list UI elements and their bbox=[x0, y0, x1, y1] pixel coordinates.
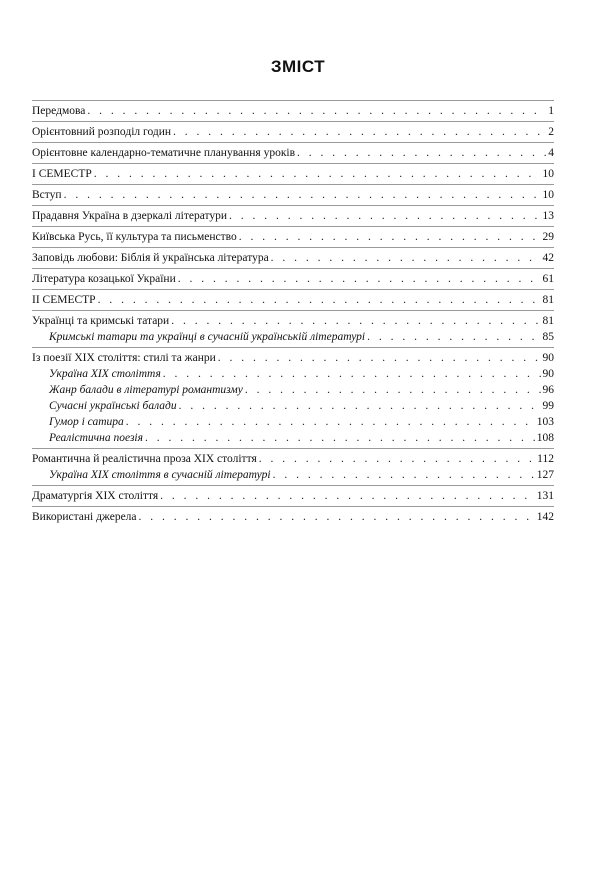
toc-subentry[interactable] bbox=[32, 414, 554, 430]
toc-entry-label: Заповідь любови: Біблія й українська література bbox=[32, 252, 269, 264]
toc-entry-page: 127 bbox=[536, 469, 554, 481]
toc-entry-page: 42 bbox=[542, 252, 554, 264]
divider bbox=[32, 347, 554, 348]
divider bbox=[32, 289, 554, 290]
leader-dots bbox=[98, 292, 541, 308]
toc-entry[interactable] bbox=[32, 250, 554, 266]
divider bbox=[32, 485, 554, 486]
toc-entry[interactable] bbox=[32, 145, 554, 161]
toc-entry[interactable] bbox=[32, 229, 554, 245]
divider bbox=[32, 448, 554, 449]
toc-subentry[interactable] bbox=[32, 430, 554, 446]
toc-entry-page: 131 bbox=[536, 490, 554, 502]
leader-dots bbox=[239, 229, 541, 245]
toc-entry-label: Київська Русь, її культура та письменство bbox=[32, 231, 237, 243]
divider bbox=[32, 205, 554, 206]
toc-entry-label: Орієнтовний розподіл годин bbox=[32, 126, 172, 138]
leader-dots bbox=[179, 398, 541, 414]
toc-entry-label: Кримські татари та українці в сучасній українській літературі bbox=[49, 331, 366, 343]
toc-entry-label: ІІ СЕМЕСТР bbox=[32, 294, 96, 306]
page-title: ЗМІСТ bbox=[270, 57, 326, 76]
table-of-contents bbox=[32, 98, 554, 525]
toc-entry-label: Драматургія ХІХ століття bbox=[32, 490, 159, 502]
leader-dots bbox=[218, 350, 541, 366]
leader-dots bbox=[173, 124, 546, 140]
toc-entry-page: 103 bbox=[536, 416, 554, 428]
toc-entry[interactable] bbox=[32, 208, 554, 224]
toc-entry-label: Жанр балади в літературі романтизму bbox=[49, 384, 243, 396]
leader-dots bbox=[145, 430, 535, 446]
toc-subentry[interactable] bbox=[32, 467, 554, 483]
toc-entry-label: Гумор і сатира bbox=[49, 416, 124, 428]
toc-subentry[interactable] bbox=[32, 329, 554, 345]
toc-entry-label: Прадавня Україна в дзеркалі літератури bbox=[32, 210, 228, 222]
toc-entry-page: 13 bbox=[542, 210, 554, 222]
toc-entry-page: 85 bbox=[542, 331, 554, 343]
toc-entry-page: 81 bbox=[542, 315, 554, 327]
toc-entry-page: 96 bbox=[542, 384, 554, 396]
divider bbox=[32, 121, 554, 122]
leader-dots bbox=[64, 187, 541, 203]
leader-dots bbox=[271, 250, 541, 266]
toc-entry[interactable] bbox=[32, 292, 554, 308]
toc-entry[interactable] bbox=[32, 313, 554, 329]
toc-entry-label: І СЕМЕСТР bbox=[32, 168, 92, 180]
toc-entry-page: 2 bbox=[548, 126, 554, 138]
leader-dots bbox=[171, 313, 540, 329]
toc-entry[interactable] bbox=[32, 187, 554, 203]
toc-subentry[interactable] bbox=[32, 382, 554, 398]
divider bbox=[32, 163, 554, 164]
toc-subentry[interactable] bbox=[32, 398, 554, 414]
toc-entry[interactable] bbox=[32, 350, 554, 366]
divider bbox=[32, 506, 554, 507]
leader-dots bbox=[160, 488, 535, 504]
toc-entry-label: Реалістична поезія bbox=[49, 432, 143, 444]
leader-dots bbox=[367, 329, 540, 345]
toc-entry-page: 29 bbox=[542, 231, 554, 243]
toc-entry-page: 90 bbox=[542, 368, 554, 380]
divider bbox=[32, 226, 554, 227]
toc-entry-label: Використані джерела bbox=[32, 511, 137, 523]
toc-entry-page: 108 bbox=[536, 432, 554, 444]
leader-dots bbox=[126, 414, 535, 430]
toc-entry-page: 99 bbox=[542, 400, 554, 412]
toc-entry-page: 112 bbox=[537, 453, 554, 465]
toc-entry-label: Україна ХІХ століття bbox=[49, 368, 161, 380]
toc-entry[interactable] bbox=[32, 271, 554, 287]
leader-dots bbox=[229, 208, 540, 224]
toc-subentry[interactable] bbox=[32, 366, 554, 382]
leader-dots bbox=[94, 166, 541, 182]
divider bbox=[32, 247, 554, 248]
toc-entry[interactable] bbox=[32, 103, 554, 119]
toc-entry-label: Література козацької України bbox=[32, 273, 176, 285]
divider bbox=[32, 142, 554, 143]
toc-entry-page: 4 bbox=[548, 147, 554, 159]
toc-entry[interactable] bbox=[32, 451, 554, 467]
toc-entry-label: Українці та кримські татари bbox=[32, 315, 170, 327]
toc-entry[interactable] bbox=[32, 166, 554, 182]
toc-entry-page: 1 bbox=[548, 105, 554, 117]
toc-entry-page: 10 bbox=[542, 168, 554, 180]
leader-dots bbox=[163, 366, 541, 382]
toc-entry-label: Романтична й реалістична проза ХІХ століття bbox=[32, 453, 257, 465]
leader-dots bbox=[273, 467, 535, 483]
toc-entry[interactable] bbox=[32, 488, 554, 504]
leader-dots bbox=[297, 145, 546, 161]
leader-dots bbox=[245, 382, 541, 398]
toc-entry-label: Передмова bbox=[32, 105, 86, 117]
toc-entry-page: 10 bbox=[542, 189, 554, 201]
toc-entry-page: 90 bbox=[542, 352, 554, 364]
toc-entry-label: Сучасні українські балади bbox=[49, 400, 177, 412]
toc-entry-page: 81 bbox=[542, 294, 554, 306]
divider bbox=[32, 310, 554, 311]
toc-entry-label: Із поезії ХІХ століття: стилі та жанри bbox=[32, 352, 216, 364]
toc-entry-label: Вступ bbox=[32, 189, 62, 201]
leader-dots bbox=[259, 451, 535, 467]
leader-dots bbox=[87, 103, 546, 119]
divider bbox=[32, 268, 554, 269]
toc-entry-label: Орієнтовне календарно-тематичне планування уроків bbox=[32, 147, 296, 159]
leader-dots bbox=[139, 509, 535, 525]
divider bbox=[32, 100, 554, 101]
toc-entry-label: Україна ХІХ століття в сучасній літературі bbox=[49, 469, 271, 481]
divider bbox=[32, 184, 554, 185]
toc-entry[interactable] bbox=[32, 509, 554, 525]
toc-entry-page: 142 bbox=[536, 511, 554, 523]
toc-entry[interactable] bbox=[32, 124, 554, 140]
toc-entry-page: 61 bbox=[542, 273, 554, 285]
leader-dots bbox=[178, 271, 541, 287]
